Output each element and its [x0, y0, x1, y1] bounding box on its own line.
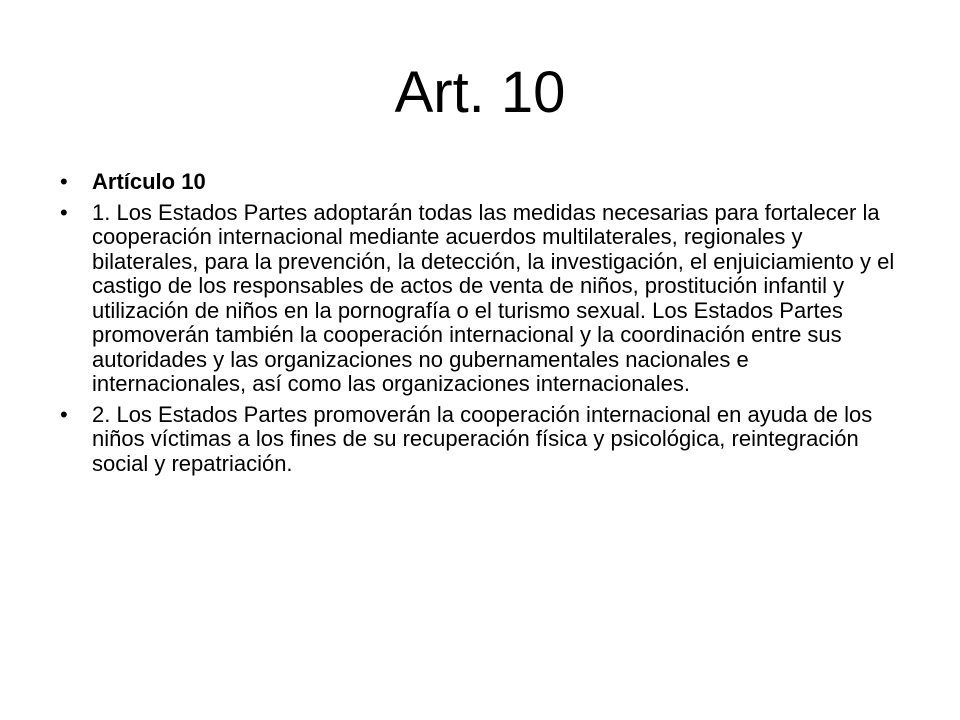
bullet-item-heading — [60, 170, 900, 195]
article-heading: Artículo 10 — [92, 169, 206, 194]
bullet-item-paragraph-1 — [60, 201, 900, 397]
bullet-item-paragraph-2 — [60, 403, 900, 477]
bullet-dot-icon: • — [60, 401, 68, 427]
paragraph-2-text: 2. Los Estados Partes promoverán la cooperación internacional en ayuda de los niños víctimas a los fines de su recuperación física y psicológica, reintegración social y repatriación. — [92, 401, 873, 476]
slide-title: Art. 10 — [394, 60, 566, 125]
bullet-dot-icon: • — [60, 169, 68, 194]
bullet-list — [60, 170, 900, 482]
bullet-dot-icon: • — [60, 199, 68, 225]
paragraph-1-text: 1. Los Estados Partes adoptarán todas las medidas necesarias para fortalecer la cooperación internacional mediante acuerdos multilaterales, regionales y bilaterales, para la prevención, la detección, la investigación, el enjuiciamiento y el castigo de los responsables de actos de venta de niños, prostitución infantil y utilización de niños en la pornografía o el turismo sexual. Los Estados Partes promoverán también la cooperación internacional y la coordinación entre sus autoridades y las organizaciones no gubernamentales nacionales e internacionales, así como las organizaciones internacionales. — [92, 199, 895, 396]
